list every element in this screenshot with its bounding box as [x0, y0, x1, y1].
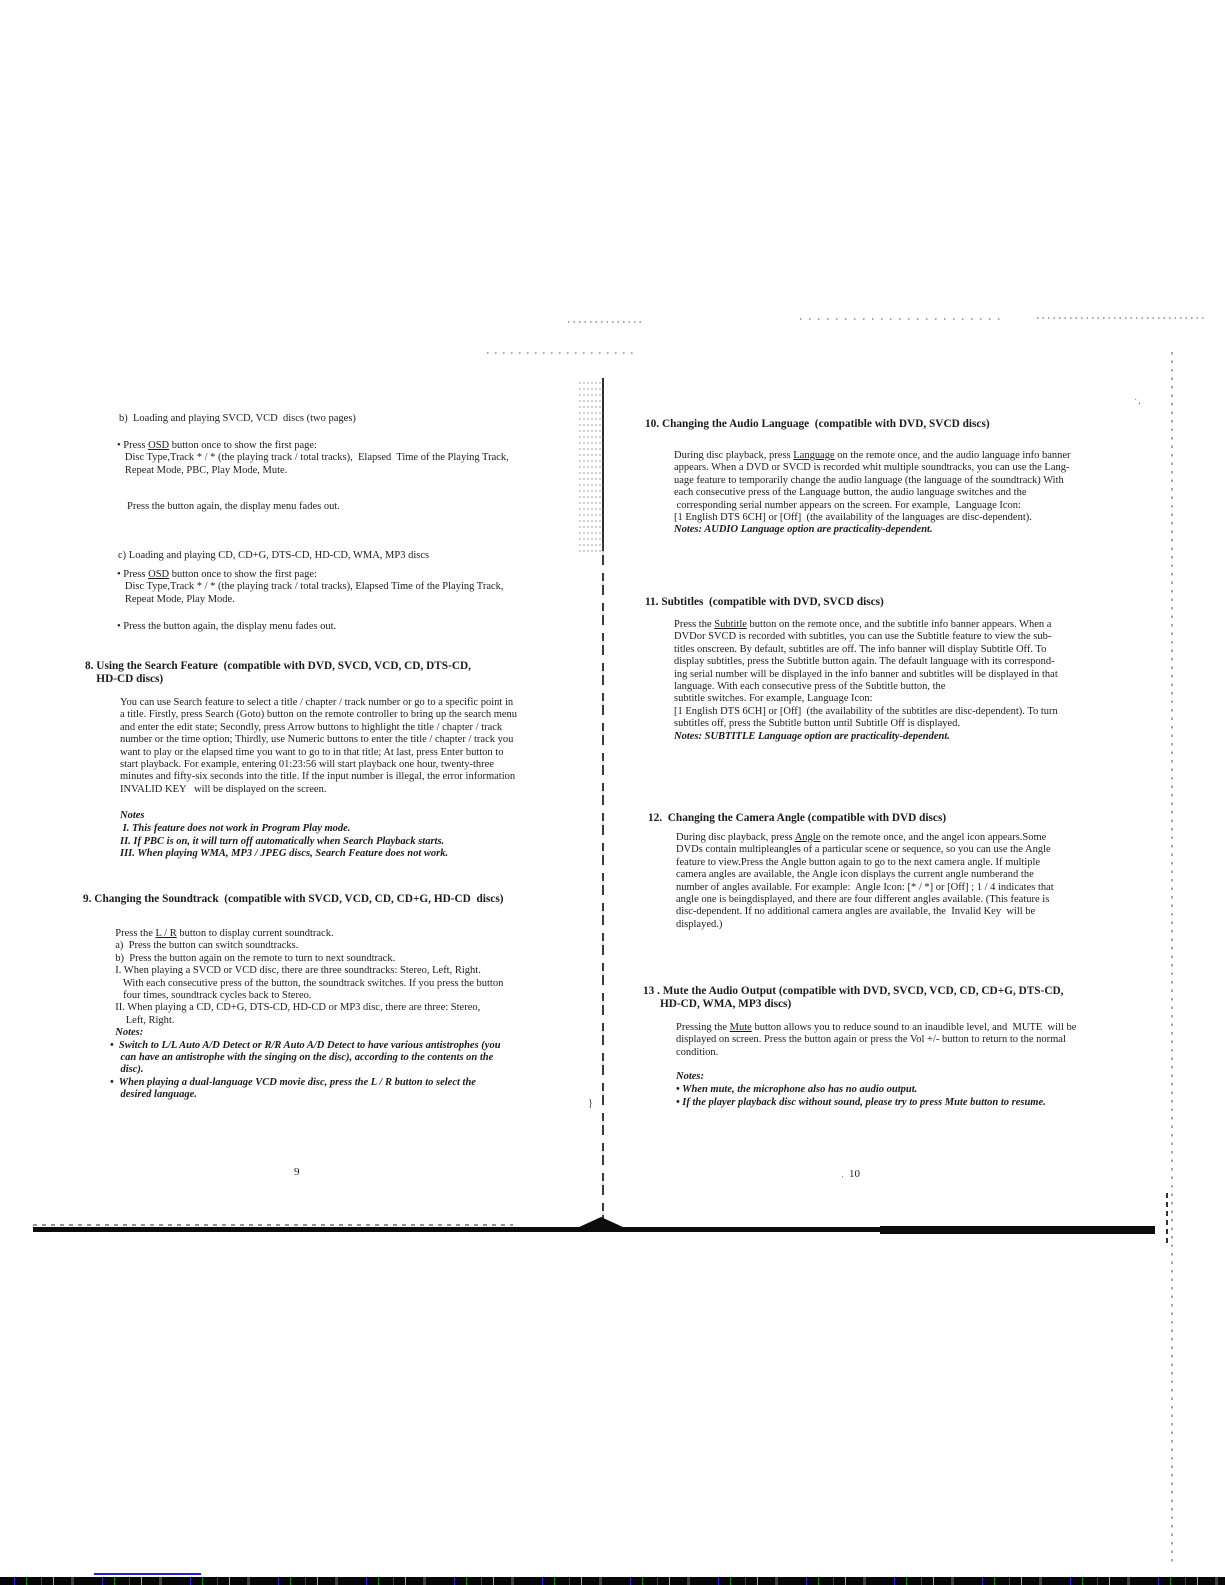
text-segment: Notes: [676, 1071, 704, 1082]
text-segment: Press the [110, 928, 156, 939]
line [110, 1052, 503, 1064]
section-13-notes [676, 1070, 1046, 1109]
text-segment: • Press the button again, the display menu fades out. [117, 621, 337, 632]
line [676, 919, 1054, 931]
text-segment: Subtitle [714, 619, 747, 630]
gutter-speckle-noise [578, 380, 604, 555]
line [120, 784, 517, 796]
scan-dotted-line [1037, 317, 1205, 319]
text-segment: disc). [110, 1064, 144, 1076]
text-segment: Repeat Mode, PBC, Play Mode, Mute. [117, 464, 288, 476]
text-segment: Language [793, 450, 835, 461]
line [674, 656, 1058, 668]
line [674, 731, 1058, 743]
line [676, 844, 1054, 856]
line [120, 709, 517, 721]
line [117, 569, 504, 581]
text-segment: • Switch to L/L Auto A/D Detect or R/R Auto A/D Detect to have various antistrophes (you [110, 1039, 501, 1051]
text-segment: each consecutive press of the Language button, the audio language switches and the [674, 487, 1027, 499]
line [674, 681, 1058, 693]
line [676, 1096, 1046, 1109]
line [674, 475, 1071, 487]
line [676, 1022, 1076, 1034]
text-segment: start playback. For example, entering 01:23:56 will start playback one hour, twenty-three [120, 759, 494, 771]
text-segment: Notes: SUBTITLE Language option are practicality-dependent. [674, 730, 950, 742]
text-segment: II. If PBC is on, it will turn off automatically when Search Playback starts. [120, 835, 445, 847]
text-segment: appears. When a DVD or SVCD is recorded whit multiple soundtracks, you can use the Lang- [674, 462, 1070, 474]
line [110, 1089, 503, 1101]
text-segment: Disc Type,Track * / * (the playing track / total tracks), Elapsed Time of the Playing Track, [117, 581, 504, 593]
line [676, 832, 1054, 844]
text-segment: uage feature to temporarily change the audio language (the language of the soundtrack) With [674, 474, 1064, 486]
line [674, 462, 1071, 474]
text-segment: ing serial number will be displayed in the info banner and subtitles will be displayed in that [674, 668, 1058, 680]
text-segment: HD-CD, WMA, MP3 discs) [643, 998, 792, 1011]
line [674, 706, 1058, 718]
text-segment: Pressing the [676, 1022, 730, 1033]
line [674, 450, 1071, 462]
line [676, 882, 1054, 894]
line [117, 452, 509, 464]
text-segment: feature to view.Press the Angle button again to go to the next camera angle. If multiple [676, 856, 1041, 868]
section-10-body [674, 450, 1071, 537]
text-segment: button once to show the first page: [169, 440, 317, 451]
line [117, 621, 336, 633]
text-segment: 13 . Mute the Audio Output (compatible with DVD, SVCD, VCD, CD, CD+G, DTS-CD, [643, 985, 1064, 997]
text-segment: displayed.) [676, 918, 723, 930]
section-12-heading: 12. Changing the Camera Angle (compatible with DVD discs) [648, 812, 947, 824]
book-spine-center-bump [577, 1217, 625, 1228]
scan-dotted-line [800, 318, 1005, 320]
text-segment: Angle [794, 832, 821, 843]
blue-pen-underline [94, 1573, 201, 1575]
line [120, 836, 448, 849]
text-segment: • If the player playback disc without sound, please try to press Mute button to resume. [676, 1097, 1046, 1108]
stray-corner-marks: ·, [1132, 394, 1145, 406]
line [117, 440, 509, 452]
item-b-heading: b) Loading and playing SVCD, VCD discs (two pages) [119, 413, 356, 424]
section-9-body [110, 928, 503, 1102]
line [120, 823, 448, 836]
page-gutter-line-dashed [602, 543, 604, 1227]
text-segment: disc-dependent. If no additional camera angles are available, the Invalid Key will be [676, 906, 1036, 918]
bottom-scan-noise-strip [0, 1577, 1225, 1585]
text-segment: titles onscreen. By default, subtitles are off. The info banner will display Subtitle Off. To [674, 643, 1047, 655]
text-segment: on the remote once, and the angel icon appears.Some [820, 832, 1047, 843]
text-segment: During disc playback, press [674, 450, 794, 461]
line [674, 487, 1071, 499]
text-segment: HD-CD discs) [85, 673, 164, 686]
text-segment: button once to show the first page: [169, 569, 317, 580]
spine-fuzz-line [33, 1224, 513, 1226]
line [120, 848, 448, 861]
section-8-body [120, 697, 517, 796]
text-segment: b) Press the button again on the remote to turn to next soundtrack. [110, 952, 396, 964]
line [674, 669, 1058, 681]
page-gutter-line [602, 378, 604, 543]
text-segment: number of angles available. For example: Angle Icon: [* / *] or [Off] ; 1 / 4 indicates that [676, 881, 1054, 893]
text-segment: button allows you to reduce sound to an inaudible level, and MUTE will be [751, 1022, 1077, 1033]
section-10-heading: 10. Changing the Audio Language (compatible with DVD, SVCD discs) [645, 418, 990, 430]
text-segment: corresponding serial number appears on the screen. For example, Language Icon: [674, 499, 1021, 511]
text-segment: Mute [729, 1022, 752, 1033]
fade-out-note: Press the button again, the display menu fades out. [127, 501, 340, 512]
right-edge-dark-segment [1166, 1193, 1168, 1245]
text-segment: language. With each consecutive press of the Subtitle button, the [674, 681, 946, 693]
line [110, 1015, 503, 1027]
text-segment: OSD [148, 569, 170, 580]
text-segment: [1 English DTS 6CH] or [Off] (the availability of the languages are disc-dependent). [674, 512, 1032, 524]
line [120, 747, 517, 759]
section-11-body [674, 619, 1058, 743]
line [110, 1027, 503, 1039]
page-number-left: 9 [294, 1166, 300, 1178]
text-segment: subtitle switches. For example, Language Icon: [674, 693, 873, 705]
text-segment: L / R [155, 928, 177, 939]
line [674, 644, 1058, 656]
line [110, 1002, 503, 1014]
text-segment: 8. Using the Search Feature (compatible with DVD, SVCD, VCD, CD, DTS-CD, [85, 660, 471, 672]
text-segment: button to display current soundtrack. [176, 928, 334, 939]
text-segment: subtitles off, press the Subtitle button until Subtitle Off is displayed. [674, 718, 961, 730]
text-segment: on the remote once, and the audio language info banner [834, 450, 1071, 461]
text-segment: I. When playing a SVCD or VCD disc, there are three soundtracks: Stereo, Left, Right. [110, 965, 481, 977]
line [676, 906, 1054, 918]
text-segment: III. When playing WMA, MP3 / JPEG discs, Search Feature does not work. [120, 848, 449, 860]
stray-brace-mark: } [588, 1098, 593, 1109]
stray-tick-mark: · [841, 1172, 844, 1182]
text-segment: During disc playback, press [676, 832, 795, 843]
line [120, 810, 448, 823]
book-spine-bar-thick-end [880, 1226, 1155, 1234]
text-segment: Disc Type,Track * / * (the playing track / total tracks), Elapsed Time of the Playing Track, [117, 452, 509, 464]
text-segment: condition. [676, 1046, 719, 1058]
line [110, 1040, 503, 1052]
section-12-body [676, 832, 1054, 931]
text-segment: a title. Firstly, press Search (Goto) button on the remote controller to bring up the search menu [120, 709, 518, 721]
text-segment: Notes [120, 810, 145, 821]
line [676, 1083, 1046, 1096]
line [674, 524, 1071, 536]
line [110, 978, 503, 990]
line [110, 990, 503, 1002]
text-segment: four times, soundtrack cycles back to Stereo. [110, 990, 312, 1002]
text-segment: a) Press the button can switch soundtracks. [110, 940, 299, 952]
line [120, 759, 517, 771]
text-segment: button on the remote once, and the subtitle info banner appears. When a [746, 619, 1052, 630]
line [674, 500, 1071, 512]
line [674, 512, 1071, 524]
text-segment: angle one is beingdisplayed, and there are four different angles available. (This feature is [676, 894, 1050, 906]
section-13-heading [643, 985, 1063, 1011]
osd-bullet-svcd [117, 440, 509, 477]
line [676, 894, 1054, 906]
line [120, 771, 517, 783]
text-segment: II. When playing a CD, CD+G, DTS-CD, HD-CD or MP3 disc, there are three: Stereo, [110, 1002, 481, 1014]
text-segment: DVDor SVCD is recorded with subtitles, you can use the Subtitle feature to view the sub- [674, 631, 1052, 643]
line [117, 465, 509, 477]
line [117, 594, 504, 606]
text-segment: • When mute, the microphone also has no audio output. [676, 1084, 918, 1095]
section-13-body [676, 1022, 1076, 1059]
scan-dotted-line [568, 321, 643, 323]
text-segment: display subtitles, press the Subtitle button again. The default language with its correspond- [674, 656, 1055, 668]
right-edge-dotted-line [1171, 352, 1173, 1564]
line [674, 693, 1058, 705]
page-number-right: 10 [849, 1168, 860, 1180]
text-segment: You can use Search feature to select a title / chapter / track number or go to a specific point in [120, 697, 514, 708]
text-segment: Notes: AUDIO Language option are practicality-dependent. [674, 524, 933, 536]
line [676, 1034, 1076, 1046]
text-segment: • When playing a dual-language VCD movie disc, press the L / R button to select the [110, 1076, 476, 1088]
section-8-notes [120, 810, 448, 861]
line [85, 673, 471, 686]
line [110, 1077, 503, 1089]
line [676, 857, 1054, 869]
text-segment: I. This feature does not work in Program Play mode. [120, 822, 351, 834]
text-segment: [1 English DTS 6CH] or [Off] (the availability of the subtitles are disc-dependent). To turn [674, 705, 1058, 717]
line [674, 718, 1058, 730]
line [120, 722, 517, 734]
line [120, 697, 517, 709]
line [674, 631, 1058, 643]
osd-bullet-cd [117, 569, 504, 606]
line [120, 734, 517, 746]
line [110, 965, 503, 977]
scan-dotted-line [487, 352, 635, 354]
line [110, 940, 503, 952]
text-segment: want to play or the elapsed time you want to go to in that title; At last, press Enter button to [120, 746, 504, 758]
line [643, 985, 1063, 998]
text-segment: • Press [117, 440, 149, 451]
text-segment: Left, Right. [110, 1014, 175, 1026]
text-segment: number or the time option; Thirdly, use Numeric buttons to enter the title / chapter / track you [120, 734, 514, 746]
line [85, 660, 471, 673]
text-segment: and enter the edit state; Secondly, press Arrow buttons to highlight the title / chapter / track [120, 721, 503, 733]
section-8-heading [85, 660, 471, 686]
text-segment: • Press [117, 569, 149, 580]
text-segment: desired language. [110, 1089, 197, 1101]
text-segment: Press the [674, 619, 715, 630]
text-segment: With each consecutive press of the button, the soundtrack switches. If you press the button [110, 977, 504, 989]
text-segment: Notes: [110, 1027, 144, 1039]
section-9-heading: 9. Changing the Soundtrack (compatible with SVCD, VCD, CD, CD+G, HD-CD discs) [83, 893, 504, 905]
text-segment: OSD [148, 440, 170, 451]
section-11-heading: 11. Subtitles (compatible with DVD, SVCD discs) [645, 596, 884, 608]
text-segment: INVALID KEY will be displayed on the screen. [120, 783, 327, 795]
line [674, 619, 1058, 631]
line [676, 1070, 1046, 1083]
line [676, 869, 1054, 881]
line [643, 998, 1063, 1011]
line [117, 581, 504, 593]
text-segment: DVDs contain multipleangles of a particular scene or sequence, so you can use the Angle [676, 844, 1051, 856]
line [110, 928, 503, 940]
item-c-heading: c) Loading and playing CD, CD+G, DTS-CD, HD-CD, WMA, MP3 discs [118, 550, 430, 561]
text-segment: Repeat Mode, Play Mode. [117, 593, 235, 605]
text-segment: minutes and fifty-six seconds into the title. If the input number is illegal, the error information [120, 771, 516, 783]
line [110, 1064, 503, 1076]
text-segment: can have an antistrophe with the singing on the disc), according to the contents on the [110, 1052, 494, 1064]
line [110, 953, 503, 965]
line [676, 1047, 1076, 1059]
fade-out-bullet [117, 621, 336, 633]
text-segment: displayed on screen. Press the button again or press the Vol +/- button to return to the normal [676, 1034, 1066, 1046]
text-segment: camera angles are available, the Angle icon displays the current angle numberand the [676, 869, 1034, 881]
